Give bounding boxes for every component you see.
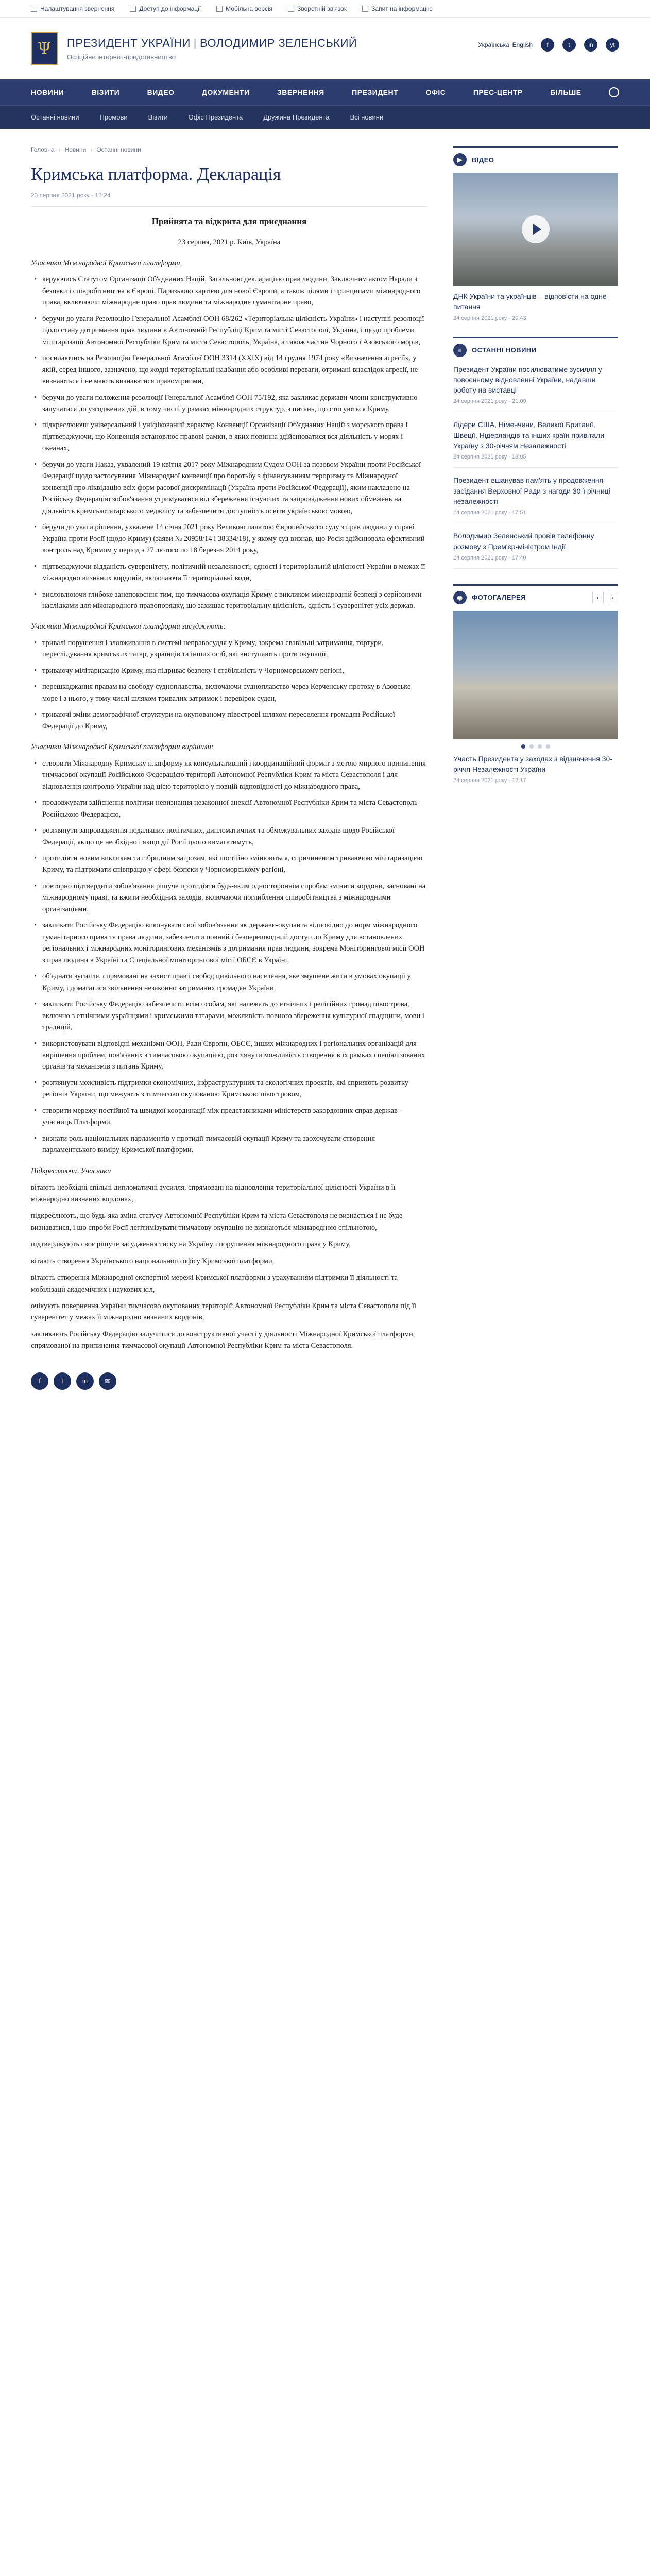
util-link[interactable] (362, 5, 433, 12)
util-link-icon (216, 6, 223, 12)
utility-bar (0, 0, 650, 18)
util-link-icon (130, 6, 136, 12)
twitter-icon[interactable]: t (562, 38, 576, 52)
util-link-label: Запит на інформацію (371, 5, 433, 12)
nav-item[interactable]: НОВИНИ (31, 88, 64, 96)
paragraph: закликають Російську Федерацію залучитися до конструктивної участі у діяльності Міжнародної Кримської платформи, спрямованої на припинення тимчасової окупації Автономної Республіки Крим та міста Севастополя. (31, 1330, 415, 1350)
site-title: ПРЕЗИДЕНТ УКРАЇНИ | ВОЛОДИМИР ЗЕЛЕНСЬКИЙ (67, 36, 357, 49)
video-heading: ВІДЕО (472, 156, 494, 164)
list-item: • повторно підтвердити зобов'язання рішуче протидіяти будь-яким одностороннім спробам змінити кордони, засновані на міжнародному праві, та вжити необхідних заходів, включаючи поглиблення співробітництва з міжнародними організаціями, (31, 880, 427, 915)
util-link[interactable] (288, 5, 347, 12)
photo-title[interactable]: Участь Президента у заходах з відзначення 30-річчя Незалежності України (453, 754, 612, 774)
list-item: • беручи до уваги рішення, ухвалене 14 січня 2021 року Великою палатою Європейського суду з прав людини у справі Україна проти Росії (щодо Криму) (заяви № 20958/14 і 38334/18), у якому суд визнав, що Росія здійснювала ефективний контроль над Кримом у період з 27 лютого по 18 березня 2014 року, (31, 521, 427, 556)
nav-item[interactable]: ЗВЕРНЕННЯ (277, 88, 324, 96)
list-item: • беручи до уваги положення резолюції Генеральної Асамблеї ООН 75/192, яка закликає держави-члени конструктивно залучатися до узгоджених дій, в тому числі у рамках міжнародних структур, з питань, що стосуються Криму, (31, 392, 427, 415)
util-link-label: Налаштування звернення (40, 5, 115, 12)
list-item: • беручи до уваги Резолюцію Генеральної Асамблеї ООН 68/262 «Територіальна цілісність України» і наступні резолюції щодо стану дотримання прав людини в Автономній Республіці Крим та місті Севастополі, Україна, і щодо проблеми мілітаризації Автономної Республіки Крим та міста Севастополь, Україна, а також частин Чорного і Азовського морів, (31, 313, 427, 348)
header-tools (478, 38, 619, 52)
article-date: 23 серпня 2021 року - 18:24 (31, 192, 427, 207)
subnav-item[interactable]: Останні новини (31, 113, 79, 121)
nav-item[interactable]: ДОКУМЕНТИ (201, 88, 250, 96)
news-title[interactable]: Президент вшанував пам'ять у продовження засідання Верховної Ради з нагоди 30-ї річниці незалежності (453, 476, 610, 505)
list-item: • закликати Російську Федерацію виконувати свої зобов'язання як держави-окупанта відповідно до норм міжнародного гуманітарного права та права людини, забезпечити повний і безперешкодний доступ до Криму для встановлених регіональних і міжнародних моніторингових механізмів з дотримання прав людини, зокрема Моніторингової місії ООН з прав людини в Україні та Спеціальної моніторингової місії ОБСЄ в Україні, (31, 920, 427, 966)
list-item: • посилаючись на Резолюцію Генеральної Асамблеї ООН 3314 (XXIX) від 14 грудня 1974 року «Визначення агресії», у якій, серед іншого, зазначено, що жодні територіальні надбання або особливі переваги, отримані внаслідок агресії, не визнаються і не мають визнаватися правомірними, (31, 352, 427, 387)
video-title[interactable]: ДНК України та українців – відповісти на одне питання (453, 292, 607, 311)
doc-intro-4: Підкреслюючи, Учасники (31, 1166, 111, 1175)
share-twitter-icon[interactable]: t (54, 1372, 71, 1390)
nav-item[interactable]: ВИДЕО (147, 88, 175, 96)
video-block (453, 146, 618, 321)
list-item: • триваючу мілітаризацію Криму, яка підриває безпеку і стабільність у Чорноморському регіоні, (31, 665, 427, 676)
list-item: • розглянути запровадження подальших політичних, дипломатичних та обмежувальних заходів щодо Російської Федерації, якщо це необхідно і якщо дії Росії цього вимагатимуть, (31, 825, 427, 848)
util-link-label: Доступ до інформації (139, 5, 201, 12)
site-header (0, 18, 650, 79)
news-list (453, 357, 618, 569)
share-facebook-icon[interactable]: f (31, 1372, 48, 1390)
list-item: • підкреслюючи універсальний і уніфікований характер Конвенції Організації Об'єднаних Націй з морського права і підтверджуючи, що Конвенція встановлює правові рамки, в яких повинна здійснюватися вся діяльність у морях і океанах, (31, 419, 427, 454)
carousel-dot[interactable] (521, 744, 525, 749)
breadcrumb-latest[interactable]: Останні новини (96, 146, 141, 154)
list-item: • розглянути можливість підтримки економічних, інфраструктурних та екологічних проектів, які сприяють розвитку регіонів України, що межують з тимчасово окупованою Кримською півостровом, (31, 1077, 427, 1100)
list-item: • визнати роль національних парламентів у протидії тимчасовій окупації Криму та заохочувати створення парламентського виміру Кримської платформи. (31, 1133, 427, 1156)
news-item[interactable] (453, 523, 618, 569)
paragraph: вітають необхідні спільні дипломатичні зусилля, спрямовані на відновлення територіальної цілісності України в її міжнародно визнаних кордонах, (31, 1183, 396, 1204)
photo-block (453, 584, 618, 784)
news-block (453, 337, 618, 569)
news-date: 24 серпня 2021 року - 21:09 (453, 398, 526, 405)
list-item: • продовжувати здійснення політики невизнання незаконної анексії Автономної Республіки Крим та міста Севастополь Російською Федерацією, (31, 797, 427, 820)
carousel-dot[interactable] (538, 744, 542, 749)
subnav-item[interactable]: Всі новини (350, 113, 384, 121)
carousel-dots (453, 744, 618, 749)
news-item[interactable] (453, 357, 618, 413)
site-subtitle: Офіційне інтернет-представництво (67, 53, 176, 61)
trident-emblem-icon[interactable]: Ψ (31, 32, 58, 65)
util-link-icon (362, 6, 368, 12)
list-item: • створити Міжнародну Кримську платформу як консультативний і координаційний формат з метою мирного припинення тимчасової окупації Російською Федерацією території Автономної Республіки Крим та міста Севастополя і для відновлення контролю України над цією територією у повній відповідності до міжнародного права, (31, 758, 427, 792)
list-item: • закликати Російську Федерацію забезпечити всім особам, які належать до етнічних і релігійних громад півострова, включно з етнічними українцями і кримськими татарами, можливість повного збереження культурної спадщини, мови і традицій, (31, 998, 427, 1033)
main-nav (0, 79, 650, 105)
subnav-item[interactable]: Візити (148, 113, 168, 121)
subnav-item[interactable]: Дружина Президента (263, 113, 330, 121)
doc-list-2 (31, 637, 427, 732)
prev-arrow-icon[interactable]: ‹ (592, 592, 604, 603)
news-item[interactable] (453, 468, 618, 523)
breadcrumb-home[interactable]: Головна (31, 146, 55, 154)
news-item[interactable] (453, 412, 618, 468)
list-item: • підтверджуючи відданість суверенітету, політичній незалежності, єдності і територіальній цілісності України в межах її міжнародно визнаних кордонів, включаючи її територіальні води, (31, 561, 427, 584)
next-arrow-icon[interactable]: › (607, 592, 618, 603)
util-link[interactable] (31, 5, 114, 12)
share-linkedin-icon[interactable]: in (76, 1372, 94, 1390)
doc-date: 23 серпня, 2021 р. Київ, Україна (178, 238, 281, 247)
breadcrumb: Головна › Новини › Останні новини (31, 146, 141, 154)
news-title[interactable]: Президент України посилюватиме зусилля у повоєнному відновленні України, надавши роботу на виставці (453, 365, 602, 395)
list-item: • беручи до уваги Наказ, ухвалений 19 квітня 2017 року Міжнародним Судом ООН за позовом України проти Російської Федерації щодо застосування Міжнародної конвенції про боротьбу з фінансуванням тероризму та Міжнародної конвенції про ліквідацію всіх форм расової дискримінації (Україна проти Російської Федерації), яким накладено на Російську Федерацію зобов'язання утримуватися від збереження існуючих та запровадження нових обмежень на діяльність кримськотатарського меджлісу та забезпечити доступність освіти українською мовою, (31, 459, 427, 517)
photo-thumbnail[interactable] (453, 611, 618, 739)
util-link-icon (31, 6, 37, 12)
subnav-item[interactable]: Офіс Президента (188, 113, 243, 121)
nav-item[interactable]: ВІЗИТИ (91, 88, 120, 96)
carousel-dot[interactable] (546, 744, 550, 749)
util-link-icon (288, 6, 294, 12)
lang-en[interactable]: English (512, 41, 533, 48)
list-item: • триваючі зміни демографічної структури на окупованому півострові шляхом переселення громадян Російської Федерації до Криму, (31, 709, 427, 732)
share-bar (31, 1372, 427, 1390)
video-date: 24 серпня 2021 року - 20:43 (453, 315, 526, 321)
doc-list-3 (31, 758, 427, 1156)
share-email-icon[interactable]: ✉ (99, 1372, 116, 1390)
list-item: • об'єднати зусилля, спрямовані на захист прав і свобод цивільного населення, яке змушене жити в умовах окупації у Криму, і домагатися звільнення незаконно затриманих громадян України, (31, 971, 427, 994)
news-icon: ≡ (453, 344, 467, 357)
breadcrumb-news[interactable]: Новини (64, 146, 87, 154)
brand[interactable] (67, 37, 357, 61)
util-link[interactable] (130, 5, 201, 12)
youtube-icon[interactable]: yt (606, 38, 619, 52)
util-link-label: Мобільна версія (226, 5, 273, 12)
video-icon: ▶ (453, 153, 467, 166)
doc-paragraphs (31, 1182, 427, 1352)
news-date: 24 серпня 2021 року - 17:40 (453, 554, 526, 561)
search-icon[interactable] (609, 87, 619, 97)
article (31, 146, 427, 1390)
nav-item[interactable]: ПРЕЗИДЕНТ (352, 88, 399, 96)
paragraph: підкреслюють, що будь-яка зміна статусу Автономної Республіки Крим та міста Севастополя не визнається і не буде визнаватися, і що спроби Росії легітимізувати тимчасову окупацію не визнаються міжнародною спільнотою, (31, 1212, 403, 1232)
news-date: 24 серпня 2021 року - 17:51 (453, 510, 526, 516)
paragraph: вітають створення Українського національного офісу Кримської платформи, (31, 1257, 275, 1265)
doc-list-1 (31, 274, 427, 612)
content (0, 146, 650, 1390)
sub-nav (0, 105, 650, 129)
list-item: • тривалі порушення і зловживання в системі неправосуддя у Криму, зокрема свавільні затримання, тортури, переслідування кримських татар, українців та інших осіб, які виступають проти окупації, (31, 637, 427, 660)
nav-item[interactable]: БІЛЬШЕ (550, 88, 581, 96)
play-icon[interactable] (522, 215, 550, 243)
language-switch (478, 41, 533, 48)
sidebar (453, 146, 618, 1390)
article-body (31, 215, 427, 1352)
nav-item[interactable]: ОФІС (425, 88, 446, 96)
paragraph: вітають створення Міжнародної експертної мережі Кримської платформи з урахуванням підтримки її діяльності та мобілізації академічних і наукових кіл, (31, 1274, 398, 1294)
doc-intro: Учасники Міжнародної Кримської платформи, (31, 259, 182, 267)
facebook-icon[interactable]: f (541, 38, 554, 52)
list-item: • створити мережу постійної та швидкої координації між представниками міністерств закордонних справ держав - учасниць Платформи, (31, 1105, 427, 1128)
carousel-dot[interactable] (529, 744, 534, 749)
camera-icon: ◉ (453, 591, 467, 604)
news-heading: ОСТАННІ НОВИНИ (472, 346, 537, 354)
video-thumbnail[interactable] (453, 173, 618, 286)
news-title[interactable]: Лідери США, Німеччини, Великої Британії, Швеції, Нідерландів та інших країн привітали Україну з 30-річчям Незалежності (453, 420, 605, 450)
news-title[interactable]: Володимир Зеленський провів телефонну розмову з Прем'єр-міністром Індії (453, 532, 594, 551)
paragraph: підтверджують своє рішуче засудження тиску на Україну і порушення міжнародного права у Криму, (31, 1240, 351, 1249)
photo-heading: ФОТОГАЛЕРЕЯ (472, 594, 526, 602)
instagram-icon[interactable]: in (584, 38, 597, 52)
doc-heading: Прийнята та відкрита для приєднання (151, 216, 307, 226)
subnav-item[interactable]: Промови (99, 113, 128, 121)
news-date: 24 серпня 2021 року - 18:05 (453, 454, 526, 461)
page-title: Кримська платформа. Декларація (31, 165, 281, 184)
list-item: • керуючись Статутом Організації Об'єднаних Націй, Загальною декларацією прав людини, Заключним актом Наради з безпеки і співробітництва в Європі, Паризькою хартією для нової Європи, а також цілями і принципами міжнародного права, включаючи міжнародне право прав людини та міжнародне гуманітарне право, (31, 274, 427, 308)
util-link[interactable] (216, 5, 272, 12)
nav-item[interactable]: ПРЕС-ЦЕНТР (473, 88, 523, 96)
paragraph: очікують повернення України тимчасово окупованих територій Автономної Республіки Крим та міста Севастополя під її суверенітет у межах її міжнародно визнаних кордонів, (31, 1301, 417, 1322)
list-item: • протидіяти новим викликам та гібридним загрозам, які постійно змінюються, спричиненим триваючою мілітаризацією Криму, та підтримати співпрацю у сфері безпеки у Чорноморському регіоні, (31, 853, 427, 876)
list-item: • перешкоджання правам на свободу судноплавства, включаючи судноплавство через Керченську протоку в Азовське море і з нього, у тому числі шляхом тривалих затримок і перевірок суден, (31, 681, 427, 704)
lang-ua[interactable]: Українська (478, 41, 509, 48)
util-link-label: Зворотній зв'язок (297, 5, 347, 12)
list-item: • використовувати відповідні механізми ООН, Ради Європи, ОБСЄ, інших міжнародних і регіональних організацій для вирішення проблем, пов'язаних з тимчасовою окупацією, розглянути можливість створення в їх рамках спеціалізованих органів та механізмів з питань Криму, (31, 1038, 427, 1073)
doc-intro-2: Учасники Міжнародної Кримської платформи засуджують: (31, 622, 226, 631)
list-item: • висловлюючи глибоке занепокоєння тим, що тимчасова окупація Криму є викликом міжнародній безпеці з серйозними наслідками для міжнародного правопорядку, що захищає територіальну цілісність, єдність і суверенітет усіх держав, (31, 589, 427, 612)
doc-intro-3: Учасники Міжнародної Кримської платформи вирішили: (31, 743, 214, 752)
photo-date: 24 серпня 2021 року - 12:17 (453, 777, 526, 784)
